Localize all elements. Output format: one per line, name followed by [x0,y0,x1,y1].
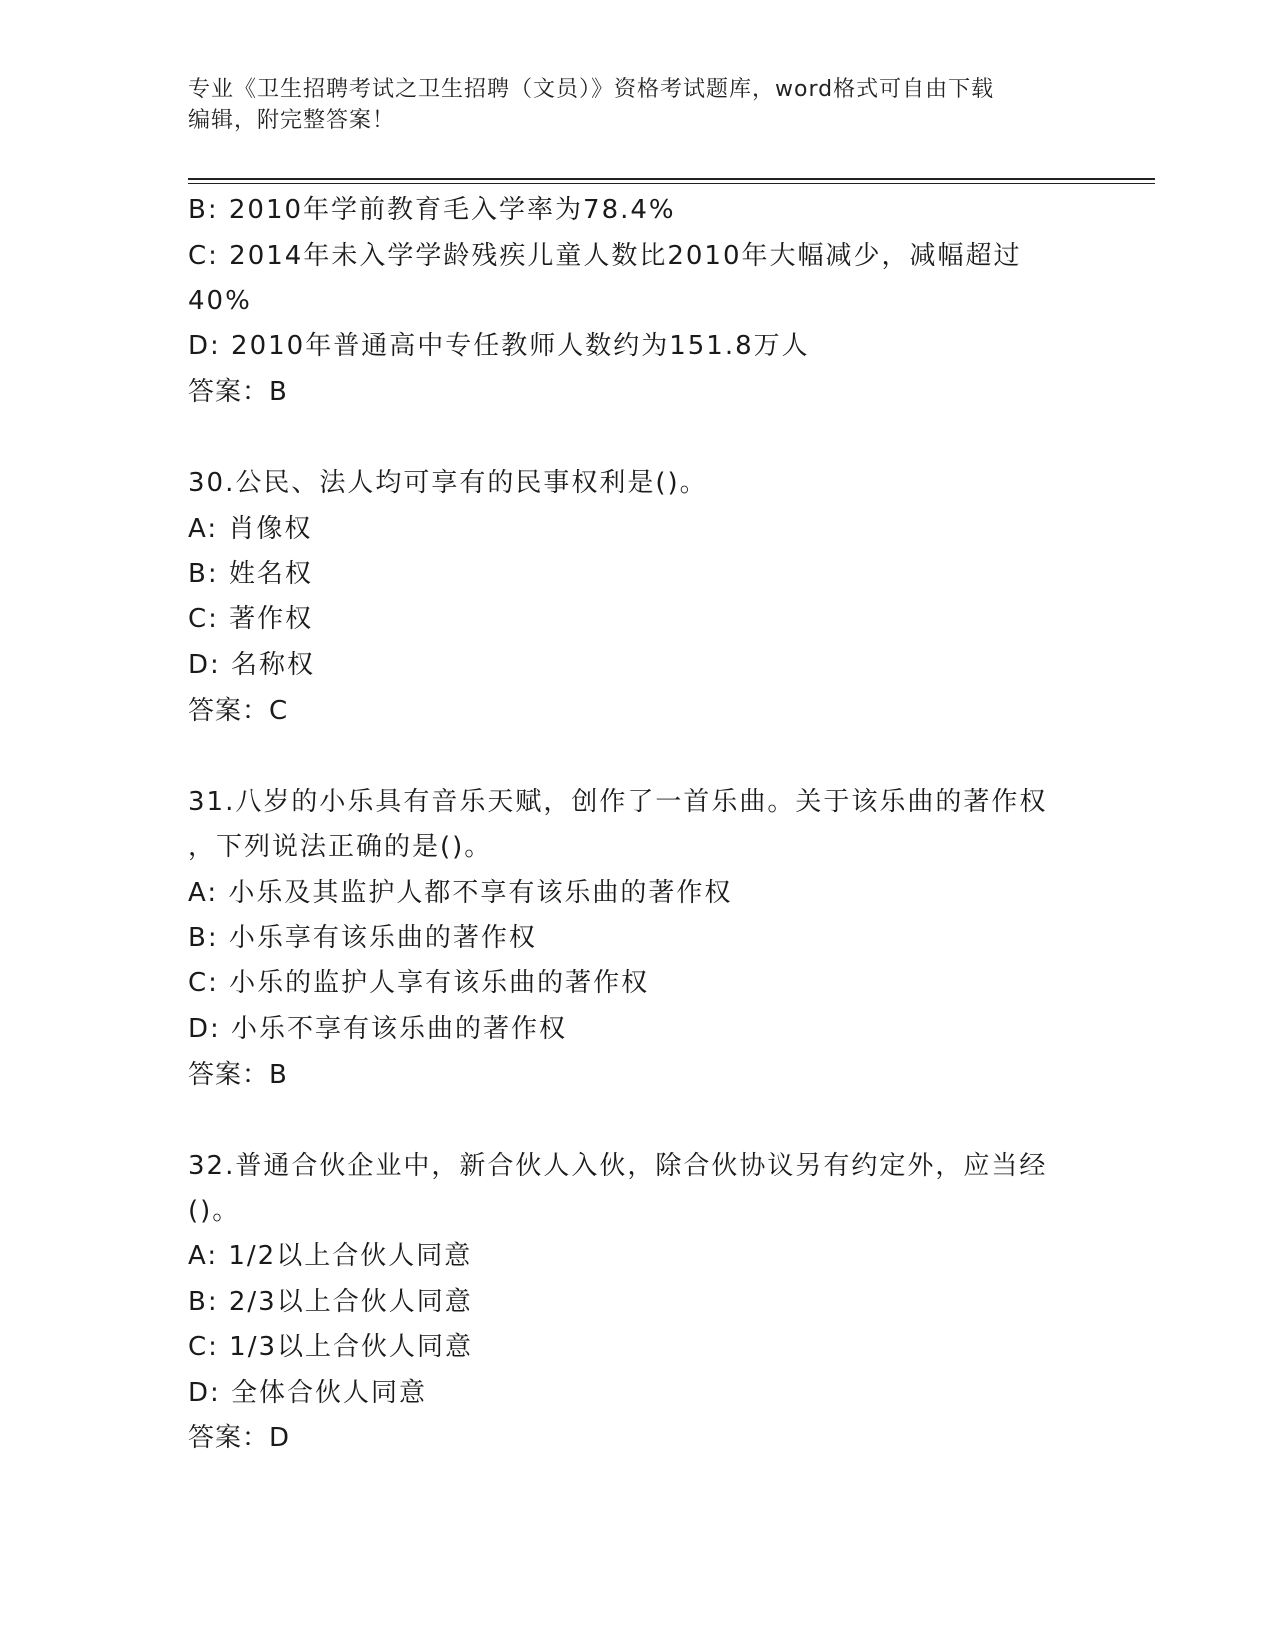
document-header [188,74,1088,136]
q30-option-b: B: 姓名权 [188,559,313,589]
q29-option-c-line1: C: 2014年未入学学龄残疾儿童人数比2010年大幅减少，减幅超过 [188,241,1022,271]
q30-answer: 答案：C [188,696,289,726]
q31-option-c: C: 小乐的监护人享有该乐曲的著作权 [188,968,650,998]
q32-answer: 答案：D [188,1423,291,1453]
q32-option-c: C: 1/3以上合伙人同意 [188,1332,474,1362]
q30-stem: 30.公民、法人均可享有的民事权利是()。 [188,468,708,498]
q31-option-a: A: 小乐及其监护人都不享有该乐曲的著作权 [188,878,733,908]
q31-stem-line1: 31.八岁的小乐具有音乐天赋，创作了一首乐曲。关于该乐曲的著作权 [188,787,1048,817]
header-line-1: 专业《卫生招聘考试之卫生招聘（文员）》资格考试题库，word格式可自由下载 [188,77,995,102]
q32-stem-line1: 32.普通合伙企业中，新合伙人入伙，除合伙协议另有约定外，应当经 [188,1151,1048,1181]
q29-answer: 答案：B [188,377,288,407]
q30-option-d: D: 名称权 [188,650,316,680]
q31-option-d: D: 小乐不享有该乐曲的著作权 [188,1014,568,1044]
q31-option-b: B: 小乐享有该乐曲的著作权 [188,923,537,953]
header-rule-thin [188,183,1155,184]
q30-option-a: A: 肖像权 [188,514,313,544]
q29-option-c-line2: 40% [188,286,252,316]
q31-answer: 答案：B [188,1060,288,1090]
q32-option-b: B: 2/3以上合伙人同意 [188,1287,473,1317]
header-line-2: 编辑，附完整答案！ [188,108,396,133]
q31-stem-line2: ，下列说法正确的是()。 [188,832,493,862]
q32-option-a: A: 1/2以上合伙人同意 [188,1241,473,1271]
header-rule-thick [188,178,1155,180]
q32-option-d: D: 全体合伙人同意 [188,1378,428,1408]
q29-option-b: B: 2010年学前教育毛入学率为78.4% [188,195,676,225]
q30-option-c: C: 著作权 [188,604,314,634]
q32-stem-line2: ()。 [188,1196,241,1226]
q29-option-d: D: 2010年普通高中专任教师人数约为151.8万人 [188,331,810,361]
